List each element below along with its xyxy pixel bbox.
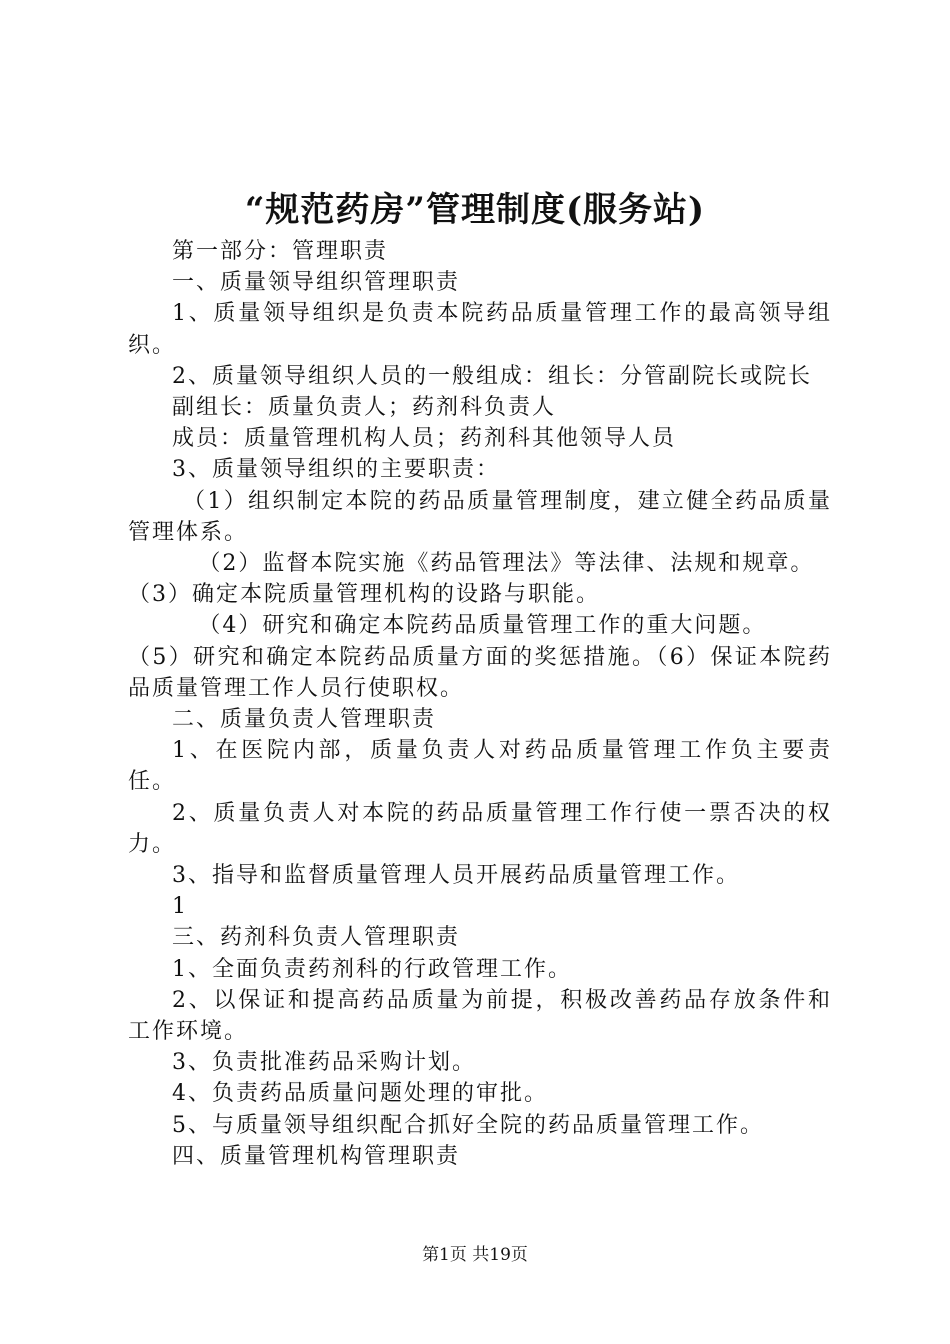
- paragraph: （2）监督本院实施《药品管理法》等法律、法规和规章。: [198, 551, 815, 577]
- paragraph: 1、质量领导组织是负责本院药品质量管理工作的最高领导组织。: [128, 301, 832, 358]
- paragraph: （3）确定本院质量管理机构的设路与职能。: [128, 582, 600, 608]
- paragraph: 3、质量领导组织的主要职责：: [172, 457, 500, 483]
- paragraph: 副组长：质量负责人；药剂科负责人: [172, 395, 557, 421]
- section-heading: 三、药剂科负责人管理职责: [172, 925, 461, 951]
- paragraph: 2、以保证和提高药品质量为前提，积极改善药品存放条件和工作环境。: [128, 987, 832, 1045]
- page-footer: 第1页 共19页: [422, 1245, 528, 1265]
- paragraph: 3、指导和监督质量管理人员开展药品质量管理工作。: [172, 863, 740, 889]
- paragraph: 4、负责药品质量问题处理的审批。: [172, 1081, 548, 1107]
- paragraph: （4）研究和确定本院药品质量管理工作的重大问题。: [198, 613, 767, 639]
- paragraph: 2、质量负责人对本院的药品质量管理工作行使一票否决的权力。: [128, 800, 832, 857]
- paragraph: 5、与质量领导组织配合抓好全院的药品质量管理工作。: [172, 1112, 764, 1138]
- paragraph: （5）研究和确定本院药品质量方面的奖惩措施。（6）保证本院药品质量管理工作人员行使职权。: [128, 644, 832, 701]
- section-heading: 四、质量管理机构管理职责: [172, 1143, 461, 1169]
- paragraph: 1、全面负责药剂科的行政管理工作。: [172, 956, 572, 982]
- paragraph: 3、负责批准药品采购计划。: [172, 1050, 476, 1076]
- section-heading: 第一部分：管理职责: [172, 239, 389, 264]
- inline-page-number: 1: [172, 894, 188, 920]
- section-heading: 二、质量负责人管理职责: [172, 707, 437, 733]
- paragraph: （1）组织制定本院的药品质量管理制度，建立健全药品质量管理体系。: [128, 488, 832, 545]
- paragraph: 1、在医院内部，质量负责人对药品质量管理工作负主要责任。: [128, 738, 832, 795]
- section-heading: 一、质量领导组织管理职责: [172, 270, 461, 296]
- paragraph: 成员：质量管理机构人员；药剂科其他领导人员: [172, 426, 677, 452]
- paragraph: 2、质量领导组织人员的一般组成：组长：分管副院长或院长: [172, 363, 812, 389]
- document-title: “规范药房”管理制度(服务站): [244, 190, 706, 230]
- document-body: [128, 236, 832, 1172]
